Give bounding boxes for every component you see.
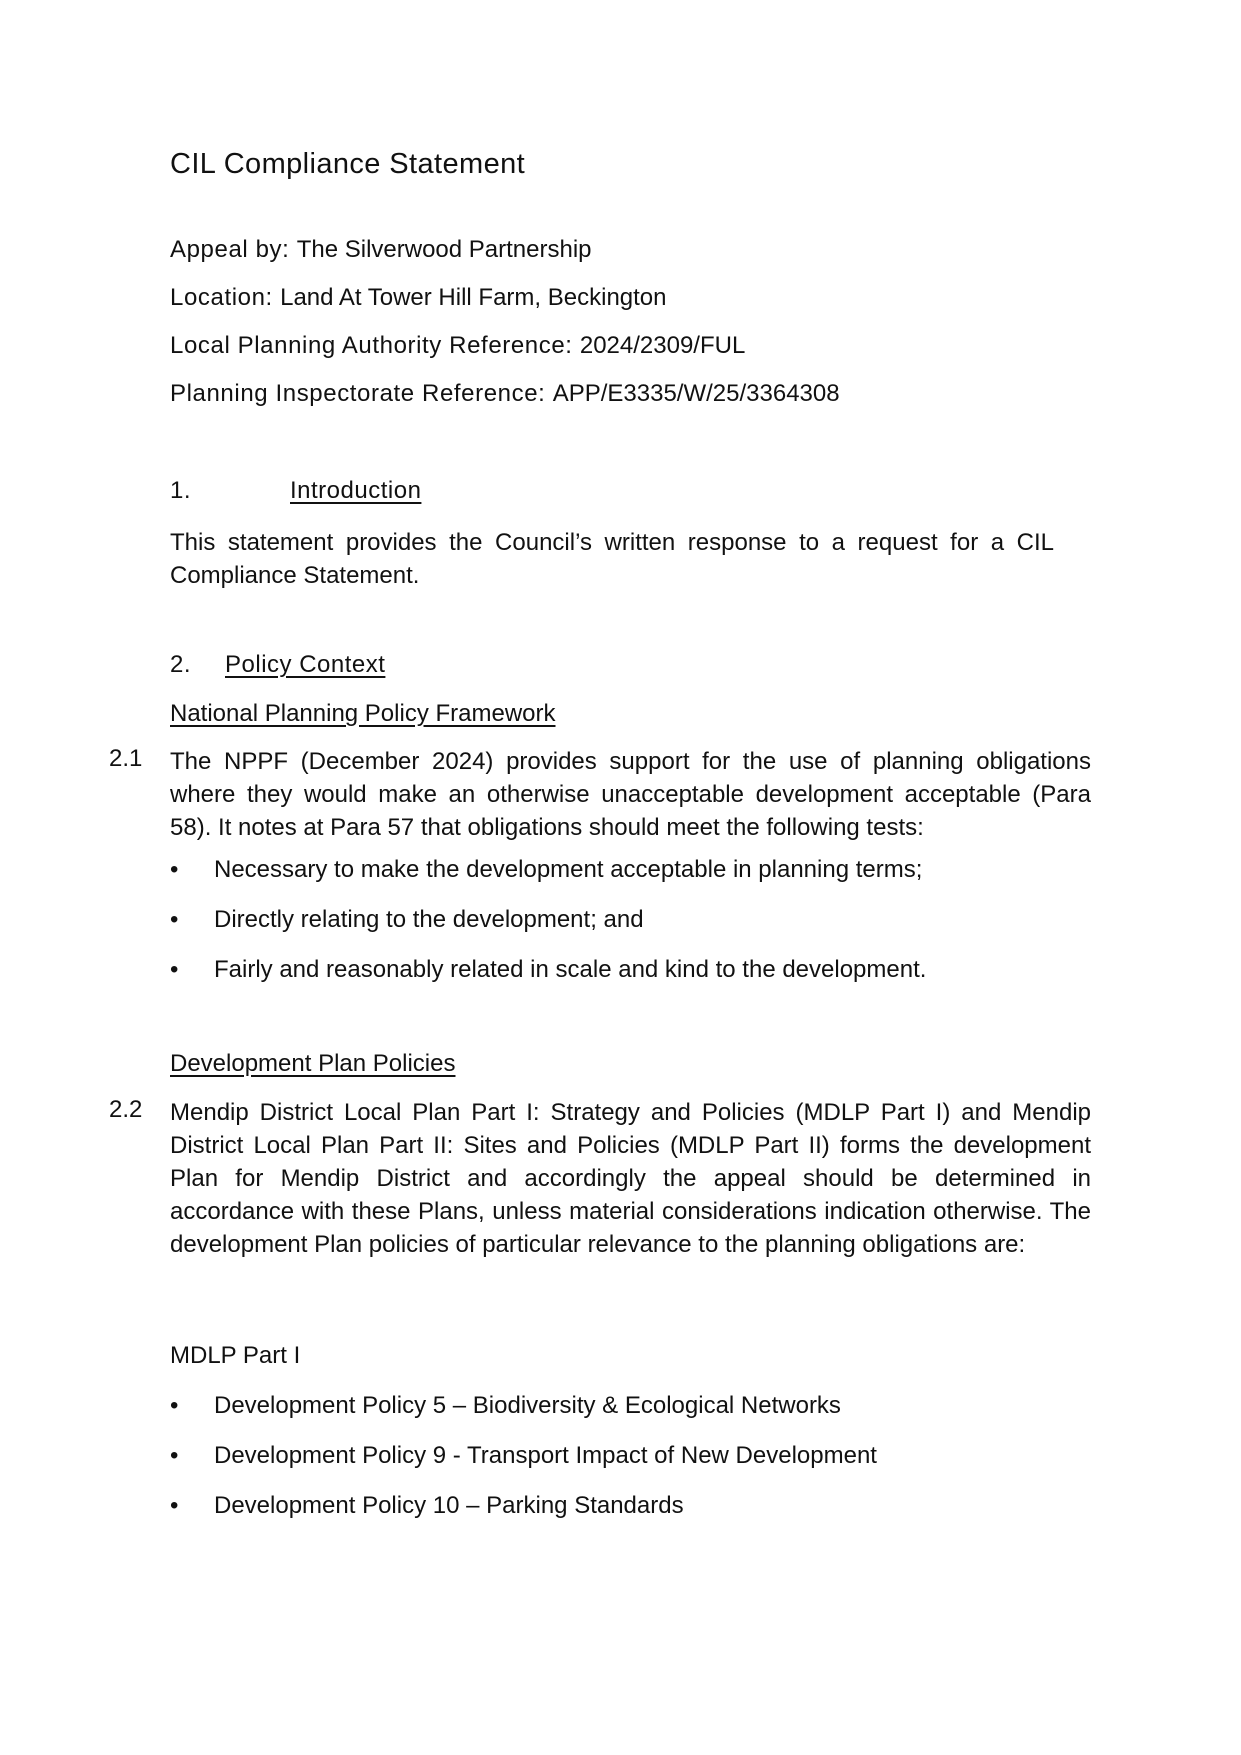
paragraph-number: 2.2 [109,1096,143,1123]
bullet-icon: • [170,1392,179,1419]
bullet-icon: • [170,1492,179,1519]
meta-appeal-by [170,236,592,264]
section-2-title: Policy Context [225,651,386,678]
list-item-text: Development Policy 5 – Biodiversity & Ecological Networks [214,1392,841,1419]
paragraph-number: 2.1 [109,745,143,772]
subheading-development-plan: Development Plan Policies [170,1050,456,1077]
section-1-text: This statement provides the Council’s written response to a request for a CIL Compliance Statement. [170,529,1054,589]
meta-pins-reference [170,380,840,408]
bullet-icon: • [170,1442,179,1469]
section-1-title: Introduction [290,477,422,504]
section-2-number: 2. [170,651,192,678]
list-item-text: Development Policy 10 – Parking Standards [214,1492,684,1519]
meta-value: The Silverwood Partnership [296,236,592,263]
meta-label: Appeal by: [170,236,290,263]
mdlp-part-1-heading: MDLP Part I [170,1342,301,1369]
paragraph-2-1: The NPPF (December 2024) provides support for the use of planning obligations where they would make an otherwise unacceptable development acceptable (Para 58). It notes at Para 57 that obligations should meet the following tests: [170,748,1091,841]
meta-value: Land At Tower Hill Farm, Beckington [280,284,667,311]
meta-location [170,284,667,312]
list-item-text: Fairly and reasonably related in scale and kind to the development. [214,956,927,983]
list-item-text: Directly relating to the development; and [214,906,644,933]
section-1-number: 1. [170,477,192,504]
subheading-nppf: National Planning Policy Framework [170,700,556,727]
document-title: CIL Compliance Statement [170,148,526,180]
paragraph-2-2: Mendip District Local Plan Part I: Strategy and Policies (MDLP Part I) and Mendip District Local Plan Part II: Sites and Policies (MDLP Part II) forms the development Plan for Mendip District and accordingly the appeal should be determined in accordance with these Plans, unless material considerations indication otherwise. The development Plan policies of particular relevance to the planning obligations are: [170,1099,1091,1258]
meta-lpa-reference [170,332,745,360]
meta-value: 2024/2309/FUL [579,332,746,359]
bullet-icon: • [170,856,179,883]
meta-label: Planning Inspectorate Reference: [170,380,546,407]
bullet-icon: • [170,906,179,933]
meta-label: Local Planning Authority Reference: [170,332,573,359]
list-item-text: Development Policy 9 - Transport Impact of New Development [214,1442,877,1469]
meta-value: APP/E3335/W/25/3364308 [552,380,840,407]
meta-label: Location: [170,284,273,311]
list-item-text: Necessary to make the development acceptable in planning terms; [214,856,923,883]
bullet-icon: • [170,956,179,983]
